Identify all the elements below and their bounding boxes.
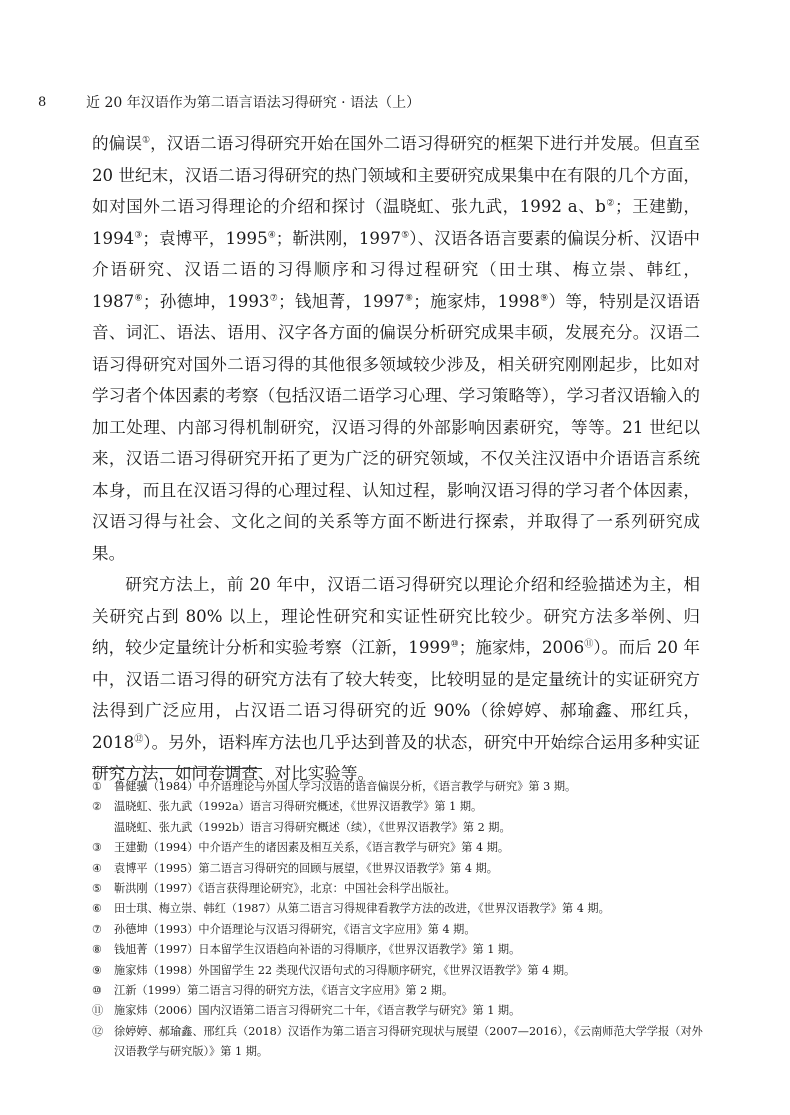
footnote-item [92, 961, 704, 981]
footnote-ref[interactable]: ③ [134, 229, 143, 240]
text-run: ；王建勤，1994 [92, 197, 700, 248]
footnote-text: 温晓虹、张九武（1992b）语言习得研究概述（续），《世界汉语教学》第 2 期。 [114, 820, 511, 834]
footnote-text: 江新（1999）第二语言习得的研究方法，《语言文字应用》第 2 期。 [114, 984, 454, 998]
footnote-item [92, 818, 704, 838]
footnote-number: ③ [92, 841, 103, 855]
footnote-number: ⑧ [92, 943, 103, 957]
footnote-text: 施家炜（2006）国内汉语第二语言习得研究二十年，《语言教学与研究》第 1 期。 [114, 1004, 521, 1018]
footnote-item [92, 859, 704, 879]
text-run: ；施家炜，1998 [413, 291, 540, 311]
running-title: 近 20 年汉语作为第二语言语法习得研究 · 语法（上） [86, 95, 421, 111]
main-text [92, 128, 700, 790]
footnote-item [92, 1001, 704, 1021]
footnote-text: 钱旭菁（1997）日本留学生汉语趋向补语的习得顺序，《世界汉语教学》第 1 期。 [114, 943, 521, 957]
footnote-ref[interactable]: ⑦ [269, 292, 279, 303]
text-run: ）等，特别是汉语语音、词汇、语法、语用、汉字各方面的偏误分析研究成果丰硕，发展充分。汉语二语习得研究对国外二语习得的其他很多领域较少涉及，相关研究刚刚起步，比如对学习者个体因素的考察（包括汉语二语学习心理、学习策略等），学习者汉语输入的加工处理、内部习得机制研究，汉语习得的外部影响因素研究，等等。21 世纪以来，汉语二语习得研究开拓了更为广泛的研究领域，不仅关注汉语中介语语言系统本身，而且在汉语习得的心理过程、认知过程，影响汉语习得的学习者个体因素，汉语习得与社会、文化之间的关系等方面不断进行探索，并取得了一系列研究成果。 [92, 291, 701, 563]
footnote-item [92, 981, 704, 1001]
footnote-item [92, 920, 704, 940]
footnote-number: ⑫ [92, 1024, 104, 1038]
page-header [38, 92, 710, 114]
footnote-item [92, 940, 704, 960]
text-run: ；袁博平，1995 [142, 228, 268, 248]
body-paragraph [92, 128, 700, 569]
footnote-text: 徐婷婷、郝瑜鑫、邢红兵（2018）汉语作为第二语言习得研究现状与展望（2007—2016），《云南师范大学学报（对外汉语教学与研究版）》第 1 期。 [114, 1024, 703, 1059]
text-run: ）、汉语各语言要素的偏误分析、汉语中介语研究、汉语二语的习得顺序和习得过程研究（田士琪、梅立崇、韩红，1987 [92, 228, 700, 311]
footnote-text: 田士琪、梅立崇、韩红（1987）从第二语言习得规律看教学方法的改进，《世界汉语教学》第 4 期。 [114, 902, 610, 916]
footnote-text: 鲁健骥（1984）中介语理论与外国人学习汉语的语音偏误分析，《语言教学与研究》第 3 期。 [114, 780, 577, 793]
footnote-text: 施家炜（1998）外国留学生 22 类现代汉语句式的习得顺序研究，《世界汉语教学》第 4 期。 [114, 963, 576, 977]
footnote-number: ④ [92, 861, 103, 875]
footnote-item [92, 1022, 704, 1063]
footnote-text: 孙德坤（1993）中介语理论与汉语习得研究，《语言文字应用》第 4 期。 [114, 922, 476, 936]
text-run: ）。另外，语料库方法也几乎达到普及的状态，研究中开始综合运用多种实证研究方法，如问卷调查、对比实验等。 [92, 732, 700, 783]
footnote-ref[interactable]: ⑨ [539, 292, 549, 303]
text-run: ，汉语二语习得研究开始在国外二语习得研究的框架下进行并发展。但直至 20 世纪末，汉语二语习得研究的热门领域和主要研究成果集中在有限的几个方面，如对国外二语习得理论的介绍和探讨（温晓虹、张九武，1992 a、b [92, 134, 700, 216]
footnote-number: ⑥ [92, 902, 103, 916]
footnote-number: ⑩ [92, 984, 103, 998]
footnote-number: ⑪ [92, 1004, 104, 1018]
text-run: ；钱旭菁，1997 [278, 291, 405, 311]
text-run: 研究方法上，前 20 年中，汉语二语习得研究以理论介绍和经验描述为主，相关研究占到 80% 以上，理论性研究和实证性研究比较少。研究方法多举例、归纳，较少定量统计分析和实验考察（江新，1999 [92, 575, 700, 657]
footnote-ref[interactable]: ⑤ [401, 229, 410, 240]
footnote-number: ⑦ [92, 922, 103, 936]
text-run: ；孙德坤，1993 [142, 291, 270, 311]
footnote-ref[interactable]: ⑪ [584, 639, 594, 650]
text-run: 的偏误 [92, 134, 142, 153]
footnote-text: 温晓虹、张九武（1992a）语言习得研究概述，《世界汉语教学》第 1 期。 [114, 800, 483, 814]
footnote-ref[interactable]: ⑧ [404, 292, 414, 303]
text-run: ；施家炜，2006 [458, 638, 585, 657]
footnote-item [92, 777, 704, 797]
footnote-ref[interactable]: ⑩ [450, 639, 459, 650]
footnote-text: 袁博平（1995）第二语言习得研究的回顾与展望，《世界汉语教学》第 4 期。 [114, 861, 498, 875]
footnote-item [92, 797, 704, 817]
footnote-divider [92, 768, 262, 769]
footnote-text: 王建勤（1994）中介语产生的诸因素及相互关系，《语言教学与研究》第 4 期。 [114, 841, 510, 855]
text-run: ；靳洪刚，1997 [275, 228, 402, 248]
footnote-item [92, 899, 704, 919]
footnote-item [92, 838, 704, 858]
footnotes [92, 777, 704, 1063]
body-paragraph [92, 569, 700, 790]
text-run: ）。而后 20 年中，汉语二语习得的研究方法有了较大转变，比较明显的是定量统计的实证研究方法得到广泛应用，占汉语二语习得研究的近 90%（徐婷婷、郝瑜鑫、邢红兵，2018 [92, 638, 700, 752]
footnote-ref[interactable]: ④ [267, 229, 276, 240]
footnote-number: ⑤ [92, 882, 103, 896]
page-number: 8 [38, 95, 47, 110]
footnote-text: 靳洪刚（1997）《语言获得理论研究》，北京：中国社会科学出版社。 [114, 882, 456, 896]
footnote-number: ② [92, 800, 103, 814]
footnote-ref[interactable]: ⑥ [134, 292, 143, 303]
footnote-ref[interactable]: ① [142, 135, 151, 146]
footnote-number: ① [92, 780, 103, 793]
footnote-ref[interactable]: ⑫ [134, 733, 144, 744]
footnote-ref[interactable]: ② [605, 198, 615, 209]
footnote-number: ⑨ [92, 963, 103, 977]
footnote-item [92, 879, 704, 899]
footnote-number [92, 818, 114, 838]
